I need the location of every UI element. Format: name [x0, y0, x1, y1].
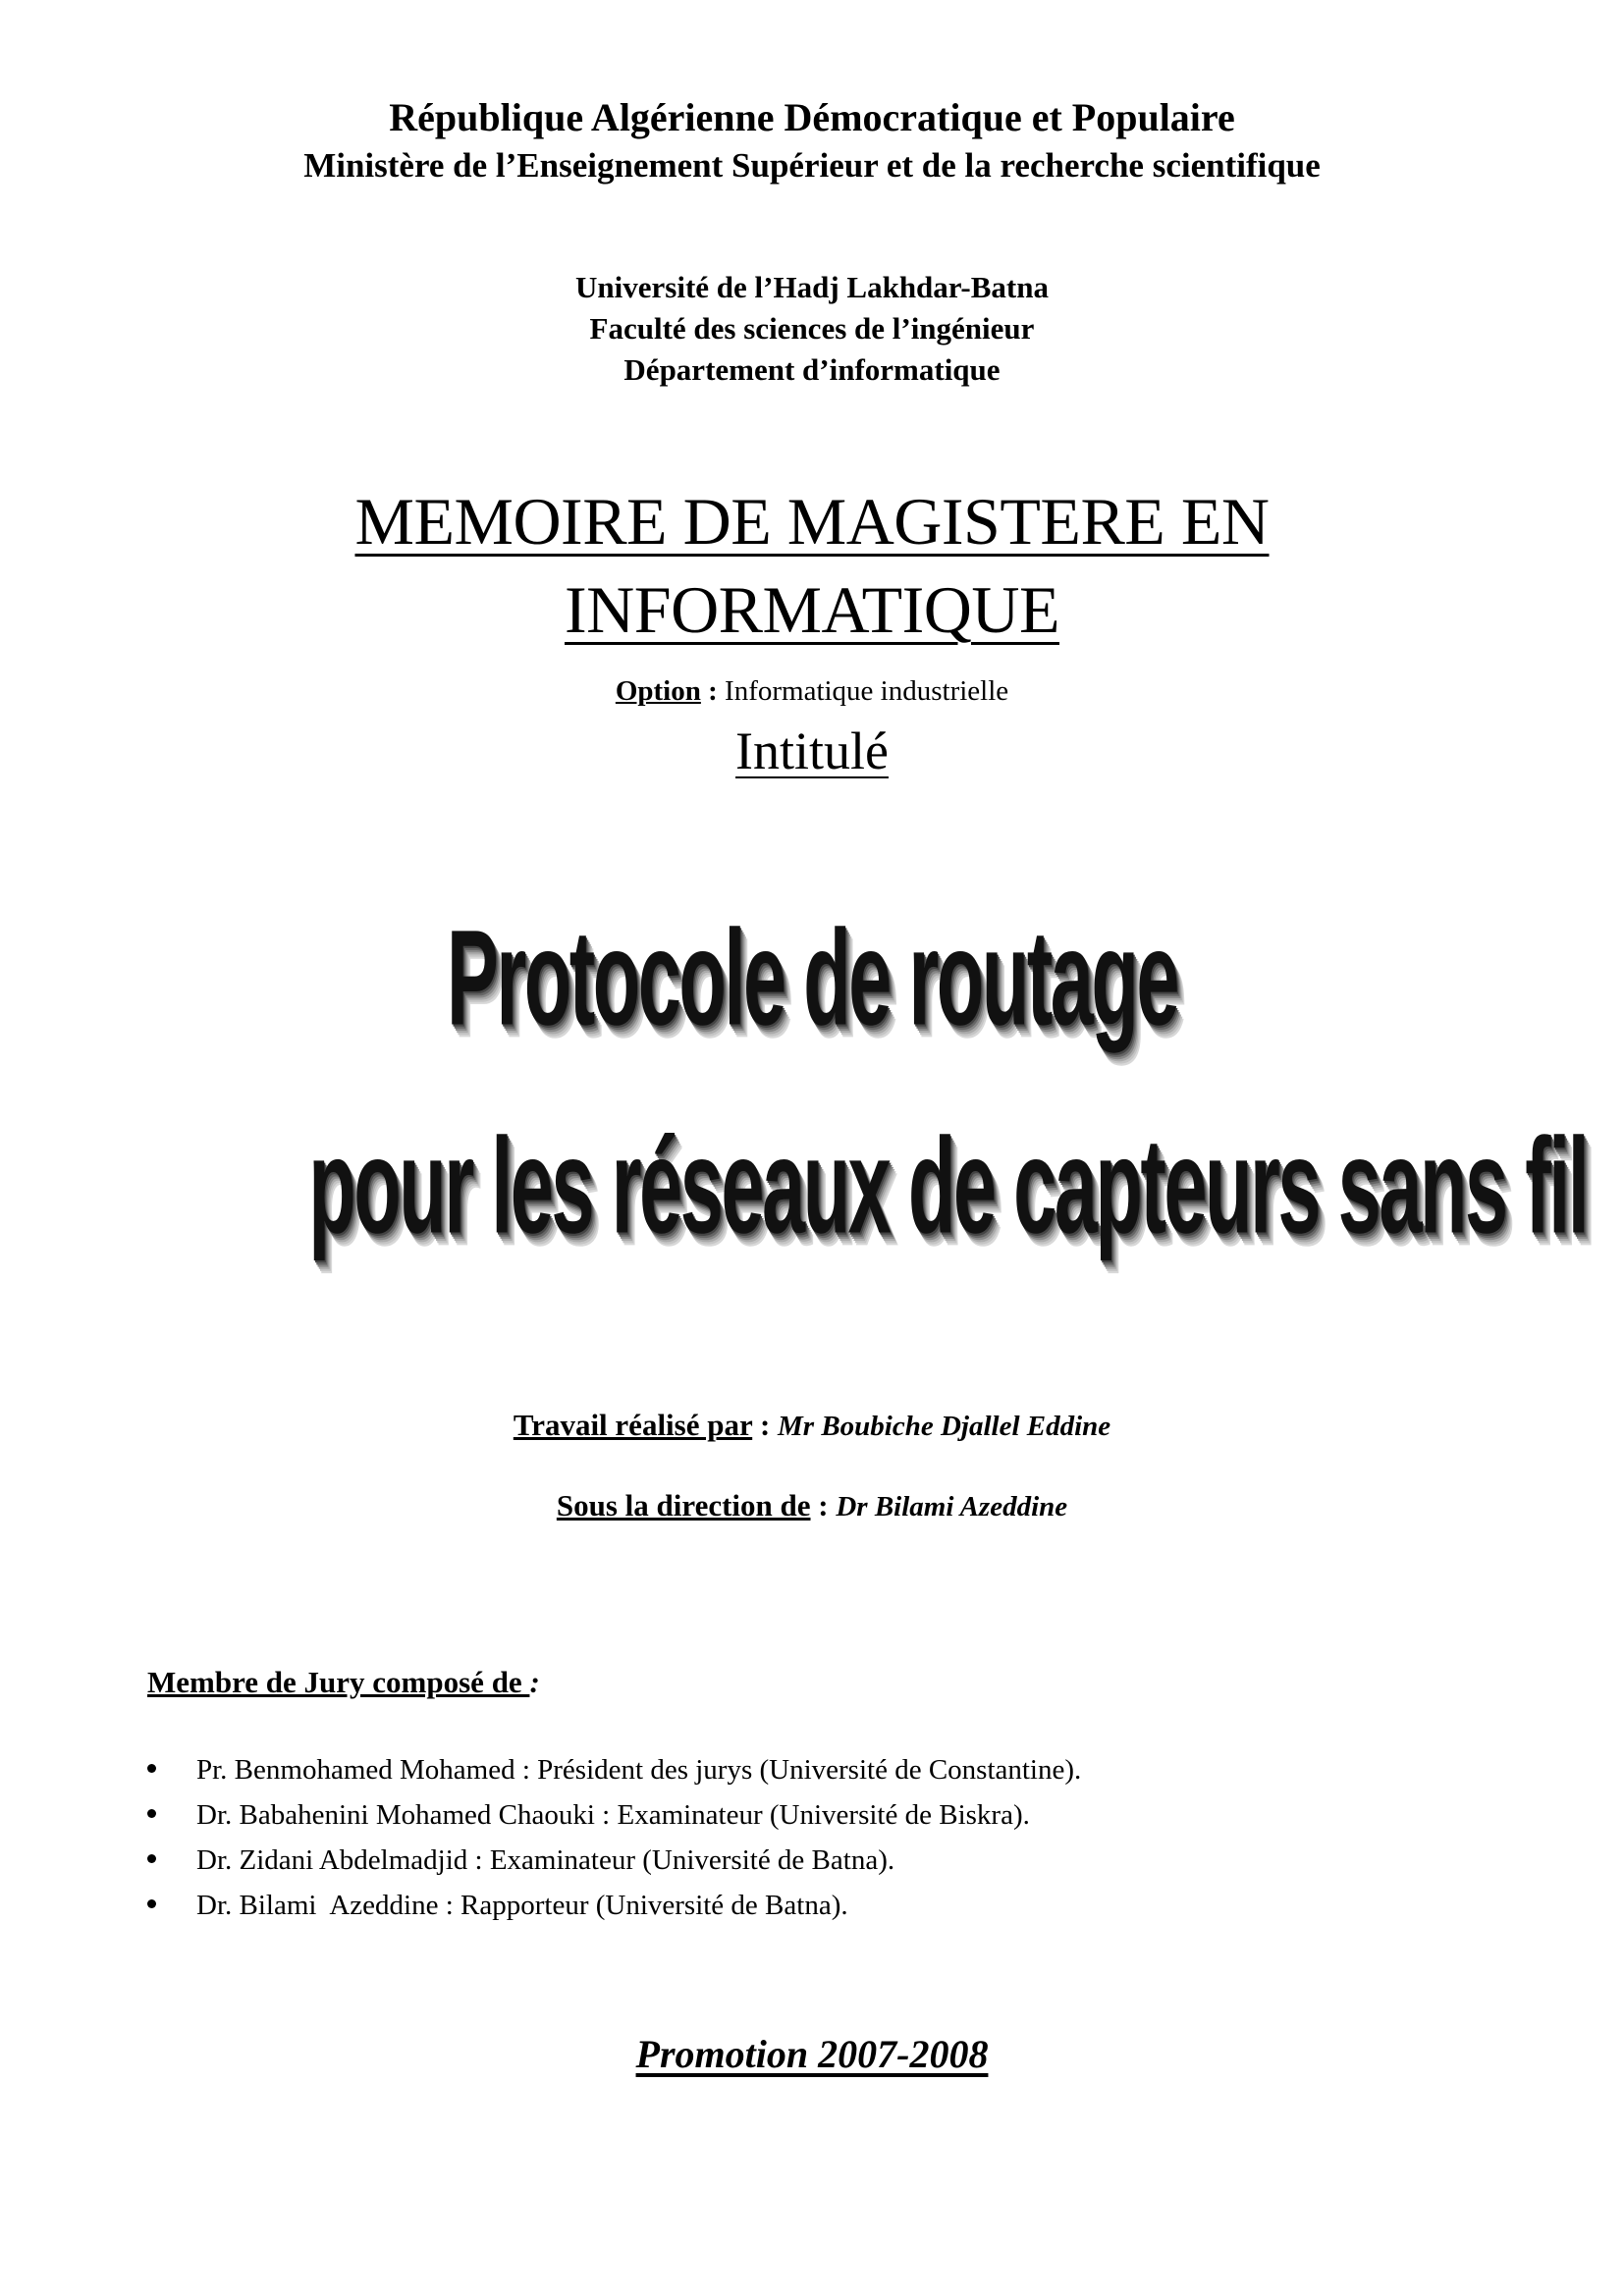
thesis-type-heading	[0, 477, 1624, 654]
thesis-type-line-1: MEMOIRE DE MAGISTERE EN	[354, 484, 1270, 559]
option-line	[0, 673, 1624, 709]
institution-block	[0, 267, 1624, 391]
jury-title: Membre de Jury composé de	[147, 1665, 530, 1699]
author-name: Mr Boubiche Djallel Eddine	[778, 1411, 1111, 1442]
ministry-heading: Ministère de l’Enseignement Supérieur et de la recherche scientifique	[303, 146, 1321, 185]
jury-member	[147, 1883, 1081, 1928]
director-name: Dr Bilami Azeddine	[836, 1491, 1068, 1522]
university-name: Université de l’Hadj Lakhdar-Batna	[575, 270, 1049, 304]
department-name: Département d’informatique	[623, 352, 1001, 387]
director-line	[0, 1486, 1624, 1526]
jury-member-text: Dr. Zidani Abdelmadjid : Examinateur (Université de Batna).	[196, 1844, 895, 1876]
director-separator: :	[810, 1488, 837, 1522]
intitule-label: Intitulé	[735, 721, 889, 780]
bullet-icon	[147, 1899, 156, 1908]
republic-heading: République Algérienne Démocratique et Populaire	[389, 95, 1235, 139]
jury-member-text: Dr. Babahenini Mohamed Chaouki : Examinateur (Université de Biskra).	[196, 1799, 1030, 1831]
option-value: Informatique industrielle	[725, 675, 1009, 707]
bullet-icon	[147, 1854, 156, 1863]
jury-member	[147, 1747, 1081, 1792]
author-label: Travail réalisé par	[513, 1408, 753, 1442]
author-separator: :	[752, 1408, 779, 1442]
thesis-type-line-2: INFORMATIQUE	[565, 572, 1059, 647]
author-line	[0, 1406, 1624, 1446]
promotion-year: Promotion 2007-2008	[635, 2032, 989, 2076]
jury-member-list	[147, 1747, 1081, 1928]
option-separator: :	[700, 675, 726, 707]
jury-member	[147, 1792, 1081, 1838]
jury-colon: :	[529, 1665, 540, 1699]
thesis-title-line-1: Protocole de routage	[446, 902, 1178, 1054]
option-label: Option	[615, 675, 701, 707]
jury-heading	[147, 1663, 540, 1702]
thesis-title-line-2: pour les réseaux de capteurs sans fil	[308, 1110, 1588, 1262]
jury-member	[147, 1838, 1081, 1883]
director-label: Sous la direction de	[556, 1488, 811, 1522]
bullet-icon	[147, 1764, 156, 1773]
jury-member-text: Dr. Bilami Azeddine : Rapporteur (Université de Batna).	[196, 1890, 848, 1921]
bullet-icon	[147, 1809, 156, 1818]
jury-member-text: Pr. Benmohamed Mohamed : Président des jurys (Université de Constantine).	[196, 1754, 1082, 1786]
faculty-name: Faculté des sciences de l’ingénieur	[589, 311, 1035, 346]
